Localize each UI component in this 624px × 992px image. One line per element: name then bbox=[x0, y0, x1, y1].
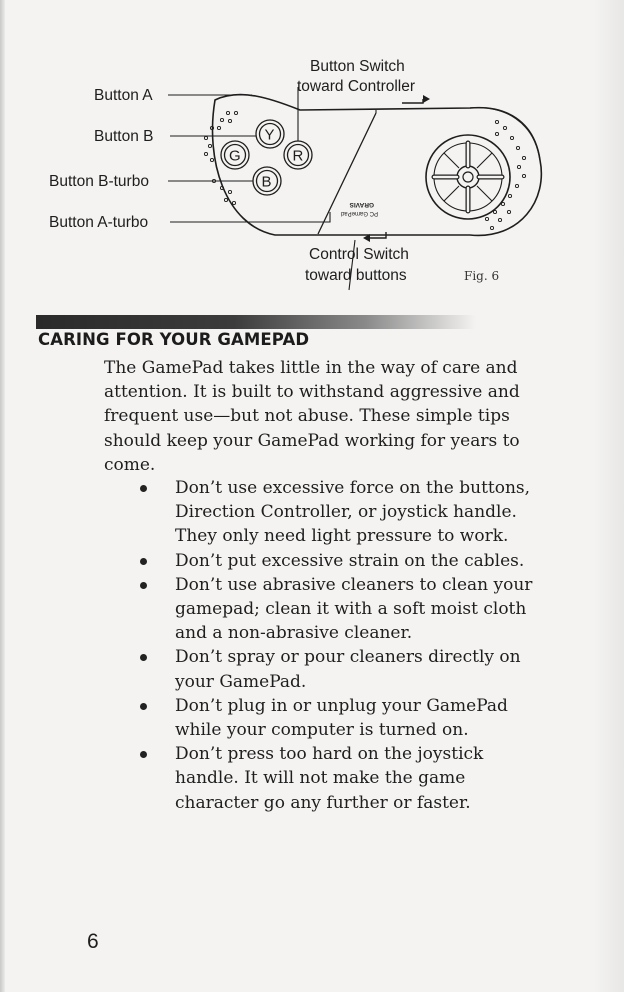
bullet-icon bbox=[140, 654, 147, 661]
figure-caption: Fig. 6 bbox=[464, 269, 500, 283]
label-button-switch-2: toward Controller bbox=[297, 78, 416, 95]
tip-text: Don’t use excessive force on the buttons, Direction Controller, or joystick handle. They only need light pressure to work. bbox=[175, 478, 531, 547]
gamepad-diagram bbox=[0, 40, 560, 300]
gravis-logo bbox=[341, 201, 378, 216]
label-control-switch-1: Control Switch bbox=[309, 246, 409, 263]
list-item bbox=[104, 645, 544, 693]
bullet-icon bbox=[140, 751, 147, 758]
button-switch-arrowhead bbox=[423, 95, 430, 103]
right-grip-outline bbox=[470, 108, 540, 160]
care-tips-list bbox=[104, 476, 544, 815]
label-button-a-turbo: Button A-turbo bbox=[49, 214, 149, 231]
label-button-b-turbo: Button B-turbo bbox=[49, 173, 149, 190]
bullet-icon bbox=[140, 558, 147, 565]
list-item bbox=[104, 573, 544, 646]
button-y-letter: Y bbox=[264, 126, 275, 144]
section-heading: CARING FOR YOUR GAMEPAD bbox=[38, 330, 310, 349]
button-b-letter: B bbox=[261, 173, 272, 191]
direction-controller bbox=[426, 135, 510, 219]
label-control-switch-2: toward buttons bbox=[305, 267, 407, 284]
list-item bbox=[104, 549, 544, 573]
tip-text: Don’t spray or pour cleaners directly on your GamePad. bbox=[175, 647, 521, 692]
label-button-b: Button B bbox=[94, 128, 154, 145]
label-button-a: Button A bbox=[94, 87, 153, 104]
label-button-switch-1: Button Switch bbox=[310, 58, 405, 75]
list-item bbox=[104, 742, 544, 815]
svg-text:PC GamePad: PC GamePad bbox=[340, 210, 378, 216]
button-g-letter: G bbox=[229, 147, 241, 165]
bullet-icon bbox=[140, 582, 147, 589]
tip-text: Don’t put excessive strain on the cables. bbox=[175, 550, 525, 571]
button-r-letter: R bbox=[292, 147, 304, 165]
svg-text:GRAVIS: GRAVIS bbox=[349, 201, 374, 208]
list-item bbox=[104, 694, 544, 742]
bullet-icon bbox=[140, 703, 147, 710]
tip-text: Don’t plug in or unplug your GamePad while your computer is turned on. bbox=[175, 695, 508, 741]
tip-text: Don’t use abrasive cleaners to clean your gamepad; clean it with a soft moist cloth and a non-abrasive cleaner. bbox=[175, 574, 533, 644]
intro-paragraph: The GamePad takes little in the way of care and attention. It is built to withstand aggressive and frequent use—but not abuse. These simple tips should keep your GamePad working for years to come. bbox=[104, 358, 520, 475]
button-switch-arrow bbox=[402, 99, 423, 103]
section-divider-bar bbox=[36, 315, 476, 329]
page-number: 6 bbox=[87, 930, 99, 953]
list-item bbox=[104, 476, 544, 549]
page-shadow bbox=[594, 0, 624, 992]
bullet-icon bbox=[140, 485, 147, 492]
tip-text: Don’t press too hard on the joystick handle. It will not make the game character go any further or faster. bbox=[175, 744, 484, 813]
